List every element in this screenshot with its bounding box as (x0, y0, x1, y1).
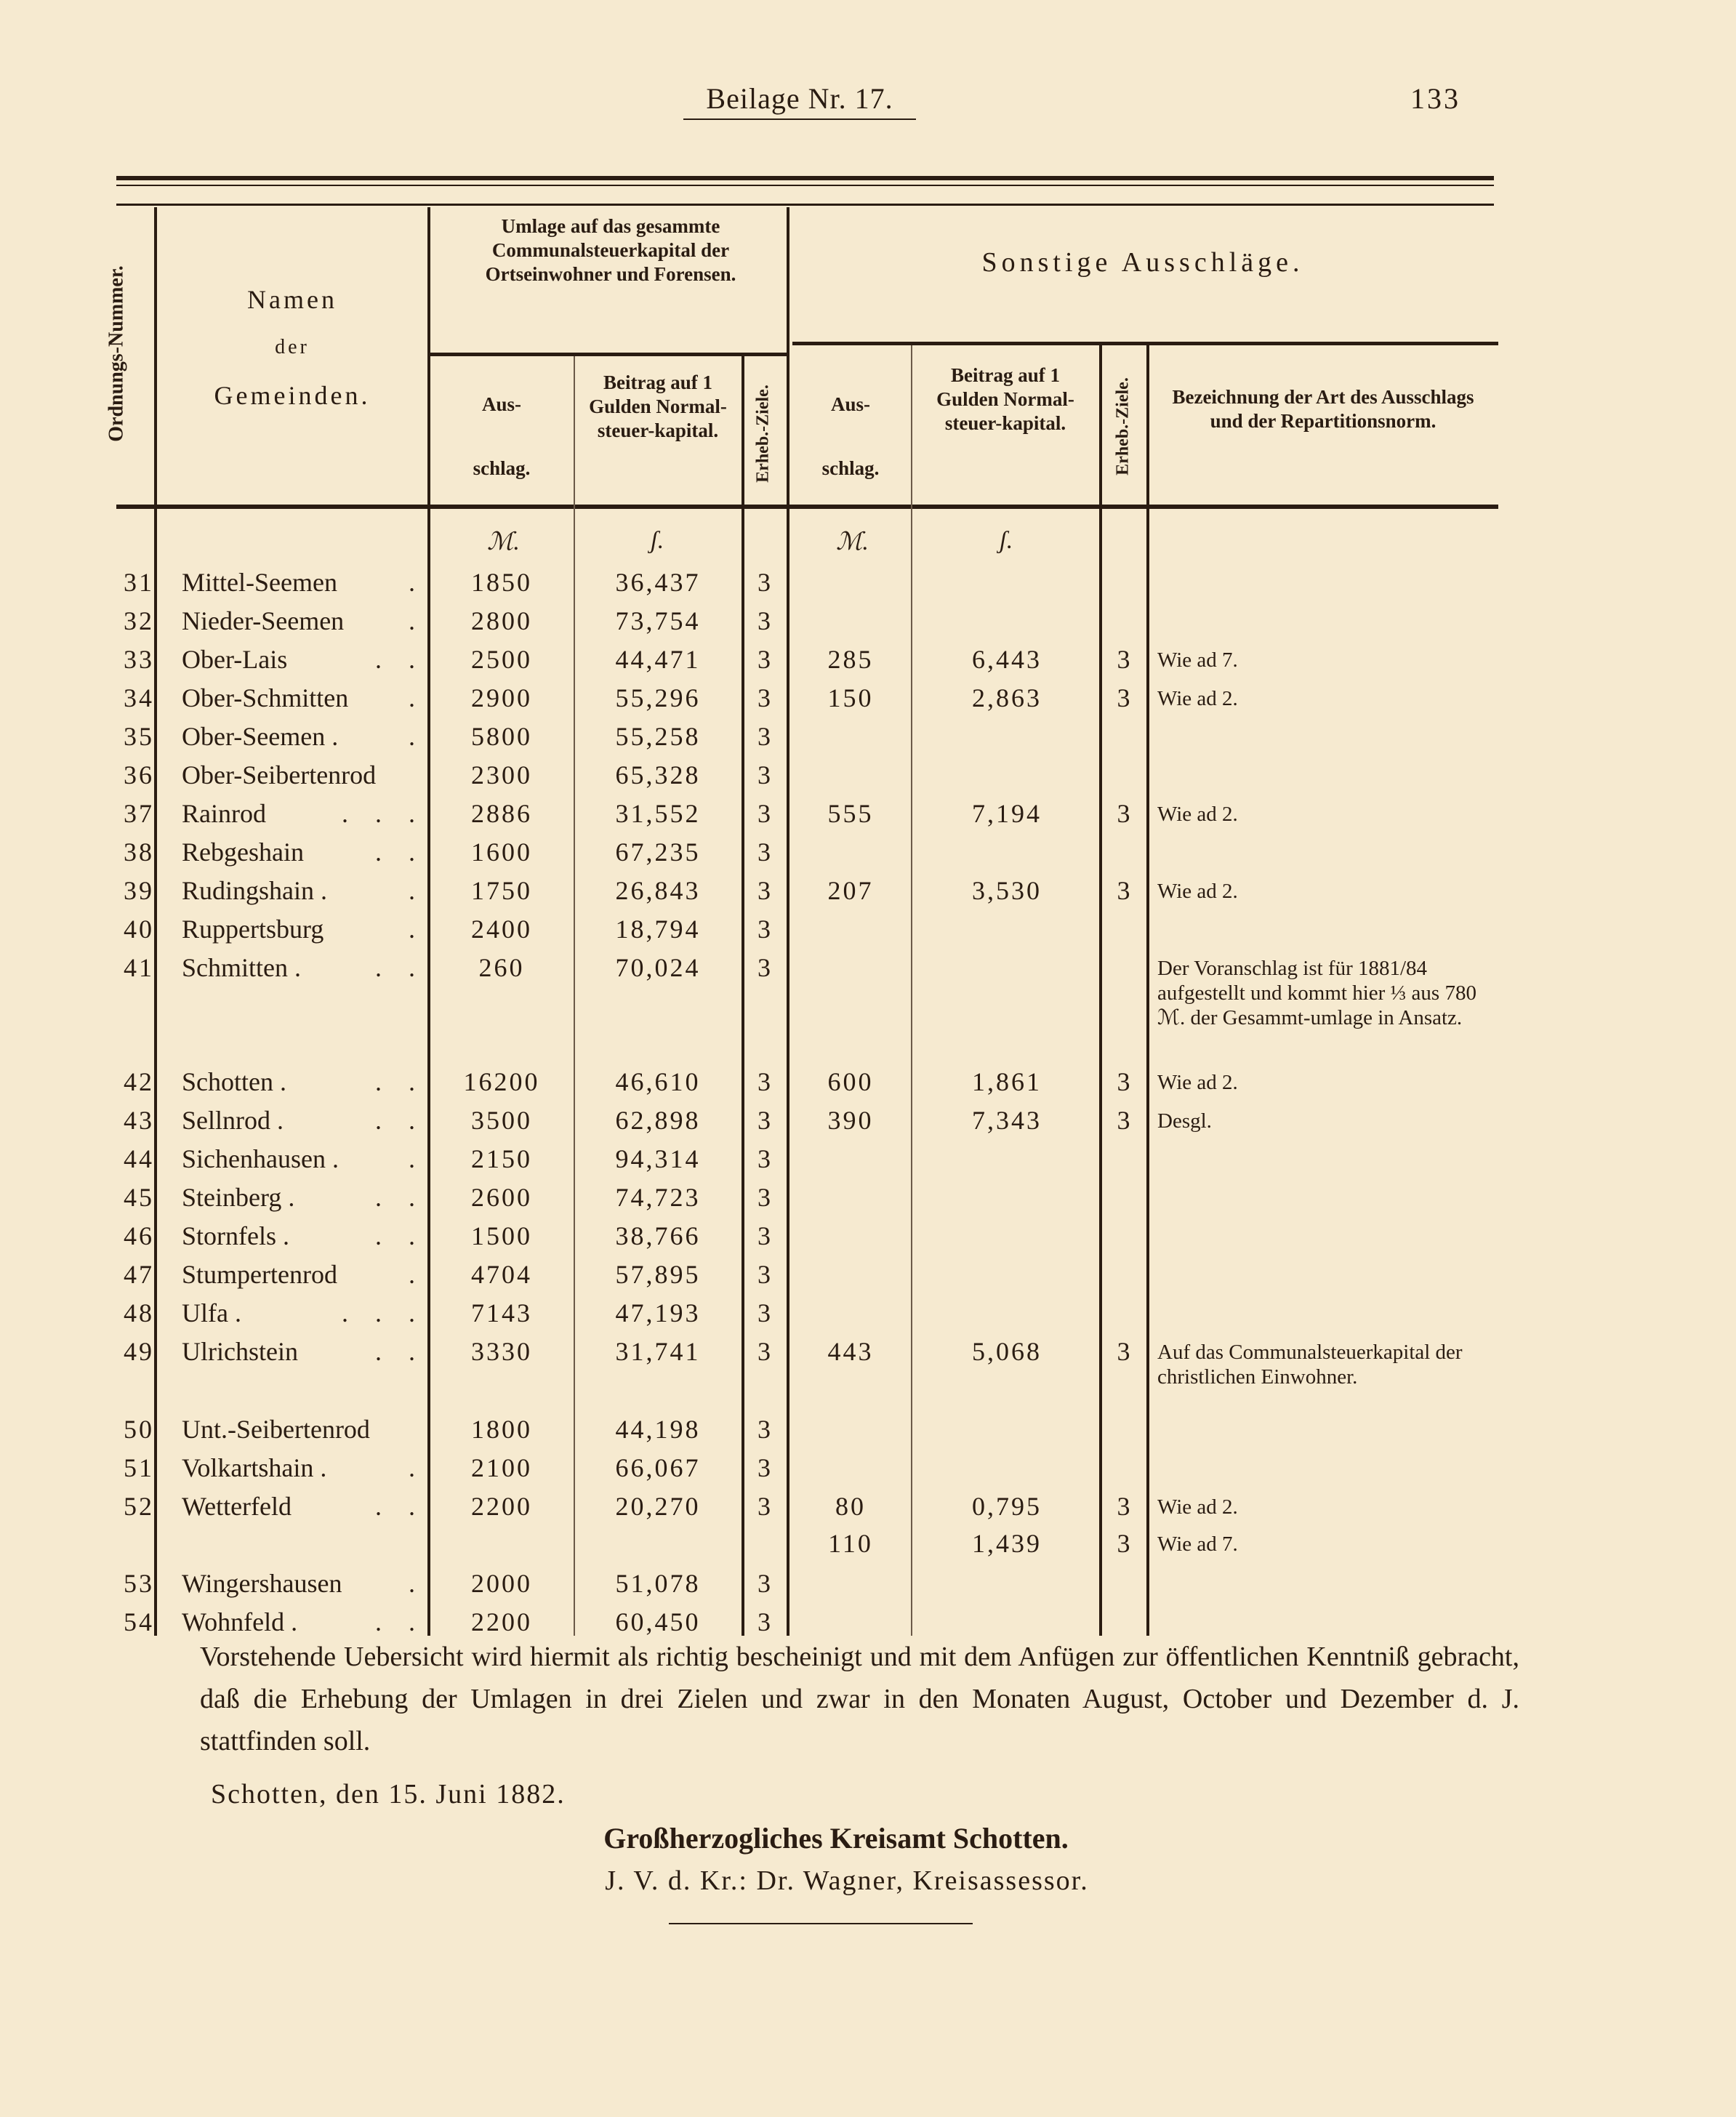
umlage-beitrag: 74,723 (615, 1183, 701, 1212)
umlage-ziele: 3 (758, 722, 773, 751)
row-dots: . (409, 1569, 425, 1598)
sonstige-ausschlag: 390 (827, 1106, 874, 1135)
certification-paragraph: Vorstehende Uebersicht wird hiermit als richtig bescheinigt und mit dem Anfügen zur öffentlichen Kenntniß gebracht, daß die Erhebung der Umlagen in drei Zielen und zwar in den Monaten August, October und Dezember d. J. stattfinden soll. (200, 1642, 1519, 1756)
umlage-ziele: 3 (758, 1144, 773, 1173)
row-name: Wetterfeld (182, 1492, 292, 1521)
umlage-beitrag: 73,754 (615, 606, 701, 635)
row-number: 39 (124, 876, 154, 905)
umlage-ausschlag: 16200 (463, 1067, 540, 1096)
table-row (0, 1333, 1736, 1389)
sonstige-ziele: 3 (1117, 1067, 1133, 1096)
umlage-ziele: 3 (758, 876, 773, 905)
row-name: Ober-Lais (182, 645, 288, 674)
row-dots: . (409, 683, 425, 712)
row-number: 37 (124, 799, 154, 828)
table-row (0, 1101, 1736, 1140)
umlage-beitrag: 57,895 (615, 1260, 701, 1289)
row-number: 46 (124, 1221, 154, 1250)
unit-mark-1: ℳ. (487, 529, 520, 555)
sonstige-ausschlag: 600 (827, 1067, 874, 1096)
row-number: 53 (124, 1569, 154, 1598)
row-number: 51 (124, 1453, 154, 1482)
row-name: Schmitten . (182, 953, 301, 982)
umlage-ausschlag: 2500 (471, 645, 532, 674)
umlage-ziele: 3 (758, 1298, 773, 1327)
umlage-ziele: 3 (758, 953, 773, 982)
header-erheb-ziele-2: Erheb.-Ziele. (1113, 377, 1133, 475)
ausschlag-label-b: schlag. (473, 457, 531, 479)
bottom-rule (669, 1923, 973, 1924)
umlage-beitrag: 36,437 (615, 568, 701, 597)
umlage-beitrag: 66,067 (615, 1453, 701, 1482)
umlage-beitrag: 18,794 (615, 915, 701, 944)
sonstige-beitrag: 1,861 (972, 1067, 1042, 1096)
row-dots: . . (375, 837, 425, 867)
row-dots: . (409, 1260, 425, 1289)
row-name: Ober-Schmitten (182, 683, 349, 712)
issuing-authority: Großherzogliches Kreisamt Schotten. (603, 1822, 1069, 1855)
table-row (0, 872, 1736, 910)
row-name: Sichenhausen . (182, 1144, 339, 1173)
umlage-ziele: 3 (758, 683, 773, 712)
row-dots: . (409, 915, 425, 944)
table-row (0, 1410, 1736, 1449)
umlage-ausschlag: 2150 (471, 1144, 532, 1173)
row-dots: . (409, 1453, 425, 1482)
umlage-ausschlag: 2800 (471, 606, 532, 635)
table-row (0, 833, 1736, 872)
row-name: Volkartshain . (182, 1453, 327, 1482)
umlage-ziele: 3 (758, 915, 773, 944)
table-row (0, 1217, 1736, 1256)
table-row (0, 1525, 1736, 1563)
bezeichnung-note: Wie ad 2. (1157, 803, 1238, 826)
table-row (0, 1449, 1736, 1487)
sonstige-ausschlag: 110 (828, 1529, 873, 1558)
umlage-ausschlag: 2400 (471, 915, 532, 944)
umlage-ausschlag: 2886 (471, 799, 532, 828)
bezeichnung-note: Wie ad 2. (1157, 880, 1238, 903)
umlage-ziele: 3 (758, 1221, 773, 1250)
table-row (0, 1564, 1736, 1603)
row-dots: . (409, 568, 425, 597)
sonstige-ziele: 3 (1117, 645, 1133, 674)
sonstige-ziele: 3 (1117, 1337, 1133, 1366)
table-row (0, 563, 1736, 602)
page-number: 133 (1410, 82, 1460, 115)
row-dots: . . . (342, 799, 425, 828)
umlage-beitrag: 31,741 (615, 1337, 701, 1366)
sonstige-beitrag: 5,068 (972, 1337, 1042, 1366)
table-row (0, 949, 1736, 1029)
umlage-ziele: 3 (758, 760, 773, 790)
umlage-beitrag: 46,610 (615, 1067, 701, 1096)
table-row (0, 602, 1736, 640)
row-dots: . (409, 876, 425, 905)
ausschlag-label-b: schlag. (821, 457, 880, 479)
header-beitrag-1: Beitrag auf 1 Gulden Normal-steuer-kapital. (589, 371, 727, 441)
umlage-beitrag: 70,024 (615, 953, 701, 982)
header-umlage: Umlage auf das gesammte Communalsteuerkapital der Ortseinwohner und Forensen. (485, 215, 736, 285)
table-row (0, 1063, 1736, 1101)
unit-pfennig-2: ʃ. (1000, 527, 1013, 554)
bezeichnung-note: Wie ad 2. (1157, 1071, 1238, 1094)
ausschlag-label-a: Aus- (830, 393, 870, 415)
umlage-beitrag: 31,552 (615, 799, 701, 828)
umlage-ziele: 3 (758, 1607, 773, 1636)
row-name: Mittel-Seemen (182, 568, 337, 597)
row-name: Nieder-Seemen (182, 606, 345, 635)
header-bottom-rule (116, 505, 1498, 509)
row-name: Wingershausen (182, 1569, 342, 1598)
sonstige-beitrag: 7,194 (972, 799, 1042, 828)
umlage-ziele: 3 (758, 837, 773, 867)
table-row (0, 1178, 1736, 1217)
row-number: 42 (124, 1067, 154, 1096)
umlage-ausschlag: 2100 (471, 1453, 532, 1482)
umlage-ziele: 3 (758, 1492, 773, 1521)
umlage-ausschlag: 4704 (471, 1260, 532, 1289)
umlage-beitrag: 44,198 (615, 1415, 701, 1444)
umlage-beitrag: 55,296 (615, 683, 701, 712)
header-ordnungs-nummer-text: Ordnungs-Nummer. (105, 265, 128, 442)
row-dots: . (409, 722, 425, 751)
sonstige-ziele: 3 (1117, 876, 1133, 905)
sonstige-ausschlag: 555 (827, 799, 874, 828)
umlage-ziele: 3 (758, 568, 773, 597)
table-row (0, 795, 1736, 833)
sonstige-beitrag: 1,439 (972, 1529, 1042, 1558)
umlage-beitrag: 20,270 (615, 1492, 701, 1521)
row-dots: . . (375, 645, 425, 674)
table-row (0, 1256, 1736, 1294)
row-name: Steinberg . (182, 1183, 295, 1212)
row-number: 43 (124, 1106, 154, 1135)
row-number: 49 (124, 1337, 154, 1366)
row-number: 47 (124, 1260, 154, 1289)
row-number: 35 (124, 722, 154, 751)
umlage-beitrag: 44,471 (615, 645, 701, 674)
umlage-beitrag: 67,235 (615, 837, 701, 867)
umlage-ausschlag: 3330 (471, 1337, 532, 1366)
row-name: Sellnrod . (182, 1106, 284, 1135)
table-row (0, 640, 1736, 679)
bezeichnung-note: Wie ad 2. (1157, 1495, 1238, 1519)
header-bezeichnung: Bezeichnung der Art des Ausschlags und der Repartitionsnorm. (1172, 386, 1474, 432)
bezeichnung-note: Wie ad 7. (1157, 1532, 1238, 1556)
row-dots: . . (375, 1183, 425, 1212)
umlage-ziele: 3 (758, 1260, 773, 1289)
row-number: 45 (124, 1183, 154, 1212)
sonstige-beitrag: 7,343 (972, 1106, 1042, 1135)
umlage-ausschlag: 2200 (471, 1492, 532, 1521)
umlage-ausschlag: 2200 (471, 1607, 532, 1636)
row-name: Ulrichstein (182, 1337, 298, 1366)
header-beitrag-2: Beitrag auf 1 Gulden Normal-steuer-kapital. (936, 364, 1074, 434)
table-row (0, 1140, 1736, 1178)
sonstige-ziele: 3 (1117, 683, 1133, 712)
umlage-ausschlag: 3500 (471, 1106, 532, 1135)
row-name: Wohnfeld . (182, 1607, 298, 1636)
bezeichnung-note: Wie ad 2. (1157, 687, 1238, 710)
umlage-ausschlag: 260 (478, 953, 525, 982)
row-name: Schotten . (182, 1067, 286, 1096)
row-dots: . . (375, 1221, 425, 1250)
umlage-ausschlag: 1850 (471, 568, 532, 597)
umlage-beitrag: 94,314 (615, 1144, 701, 1173)
umlage-beitrag: 51,078 (615, 1569, 701, 1598)
umlage-beitrag: 26,843 (615, 876, 701, 905)
umlage-ausschlag: 2300 (471, 760, 532, 790)
row-dots: . . (375, 953, 425, 982)
table-row (0, 1487, 1736, 1526)
umlage-ausschlag: 2600 (471, 1183, 532, 1212)
umlage-ziele: 3 (758, 1453, 773, 1482)
header-ausschlag-2 (792, 393, 909, 481)
row-name: Stumpertenrod (182, 1260, 337, 1289)
row-number: 52 (124, 1492, 154, 1521)
table-row (0, 910, 1736, 949)
header-namen-3: Gemeinden. (214, 381, 371, 410)
sonstige-ziele: 3 (1117, 1106, 1133, 1135)
header-ausschlag-1 (436, 393, 567, 481)
header-sonstige: Sonstige Ausschläge. (981, 247, 1304, 278)
row-name: Rainrod (182, 799, 266, 828)
row-dots: . . (375, 1337, 425, 1366)
header-namen-2: der (275, 336, 310, 358)
row-name: Ober-Seibertenrod (182, 760, 377, 790)
umlage-ziele: 3 (758, 1067, 773, 1096)
sonstige-ziele: 3 (1117, 1529, 1133, 1558)
row-dots: . (409, 1144, 425, 1173)
row-number: 34 (124, 683, 154, 712)
sonstige-beitrag: 2,863 (972, 683, 1042, 712)
row-dots: . . (375, 1607, 425, 1636)
umlage-ausschlag: 1500 (471, 1221, 532, 1250)
header-erheb-ziele-1: Erheb.-Ziele. (753, 385, 773, 483)
row-name: Ruppertsburg (182, 915, 324, 944)
header-ordnungs-nummer (105, 230, 129, 478)
bezeichnung-note: Auf das Communalsteuerkapital der christlichen Einwohner. (1157, 1341, 1463, 1389)
umlage-ziele: 3 (758, 645, 773, 674)
umlage-ziele: 3 (758, 799, 773, 828)
umlage-beitrag: 60,450 (615, 1607, 701, 1636)
row-name: Stornfels . (182, 1221, 289, 1250)
table-row (0, 718, 1736, 756)
sonstige-beitrag: 0,795 (972, 1492, 1042, 1521)
row-name: Rudingshain . (182, 876, 328, 905)
umlage-ausschlag: 2900 (471, 683, 532, 712)
umlage-beitrag: 47,193 (615, 1298, 701, 1327)
row-dots: . . (375, 1067, 425, 1096)
sonstige-beitrag: 3,530 (972, 876, 1042, 905)
row-number: 44 (124, 1144, 154, 1173)
umlage-ausschlag: 5800 (471, 722, 532, 751)
umlage-ziele: 3 (758, 1415, 773, 1444)
sonstige-ziele: 3 (1117, 1492, 1133, 1521)
row-number: 54 (124, 1607, 154, 1636)
row-number: 40 (124, 915, 154, 944)
row-number: 31 (124, 568, 154, 597)
top-rule-2 (116, 204, 1494, 206)
table-row (0, 756, 1736, 795)
row-number: 48 (124, 1298, 154, 1327)
bezeichnung-note: Der Voranschlag ist für 1881/84 aufgestellt und kommt hier ⅓ aus 780 ℳ. der Gesammt-umlage in Ansatz. (1157, 957, 1476, 1029)
row-name: Unt.-Seibertenrod (182, 1415, 370, 1444)
top-rule-thin (116, 185, 1494, 186)
sonstige-ziele: 3 (1117, 799, 1133, 828)
umlage-ausschlag: 2000 (471, 1569, 532, 1598)
page-title: Beilage Nr. 17. (683, 81, 916, 120)
umlage-ausschlag: 1800 (471, 1415, 532, 1444)
signature-line: J. V. d. Kr.: Dr. Wagner, Kreisassessor. (605, 1865, 1089, 1896)
table-row (0, 679, 1736, 718)
row-number: 38 (124, 837, 154, 867)
header-namen-1: Namen (247, 285, 337, 314)
umlage-ziele: 3 (758, 1183, 773, 1212)
umlage-ziele: 3 (758, 1569, 773, 1598)
row-number: 36 (124, 760, 154, 790)
bezeichnung-note: Desgl. (1157, 1109, 1212, 1133)
row-number: 41 (124, 953, 154, 982)
place-date: Schotten, den 15. Juni 1882. (211, 1779, 566, 1809)
sonstige-ausschlag: 150 (827, 683, 874, 712)
header-sub-rule-1 (429, 353, 789, 356)
umlage-beitrag: 62,898 (615, 1106, 701, 1135)
table-row (0, 1294, 1736, 1333)
header-namen (156, 284, 429, 411)
sonstige-beitrag: 6,443 (972, 645, 1042, 674)
sonstige-ausschlag: 443 (827, 1337, 874, 1366)
row-number: 32 (124, 606, 154, 635)
top-rule-thick (116, 176, 1494, 180)
sonstige-ausschlag: 207 (827, 876, 874, 905)
row-number: 33 (124, 645, 154, 674)
umlage-ziele: 3 (758, 1106, 773, 1135)
row-dots: . . . (342, 1298, 425, 1327)
unit-pfennig-1: ʃ. (651, 527, 664, 554)
sonstige-ausschlag: 80 (835, 1492, 866, 1521)
umlage-beitrag: 55,258 (615, 722, 701, 751)
umlage-ausschlag: 7143 (471, 1298, 532, 1327)
header-sub-rule-2 (792, 342, 1498, 345)
row-number: 50 (124, 1415, 154, 1444)
unit-mark-2: ℳ. (836, 529, 869, 555)
row-name: Ober-Seemen . (182, 722, 339, 751)
umlage-beitrag: 38,766 (615, 1221, 701, 1250)
sonstige-ausschlag: 285 (827, 645, 874, 674)
umlage-ziele: 3 (758, 1337, 773, 1366)
umlage-beitrag: 65,328 (615, 760, 701, 790)
bezeichnung-note: Wie ad 7. (1157, 648, 1238, 672)
ausschlag-label-a: Aus- (481, 393, 521, 415)
row-name: Ulfa . (182, 1298, 241, 1327)
umlage-ausschlag: 1600 (471, 837, 532, 867)
umlage-ausschlag: 1750 (471, 876, 532, 905)
row-dots: . (409, 606, 425, 635)
row-dots: . . (375, 1492, 425, 1521)
umlage-ziele: 3 (758, 606, 773, 635)
row-dots: . . (375, 1106, 425, 1135)
row-name: Rebgeshain (182, 837, 304, 867)
